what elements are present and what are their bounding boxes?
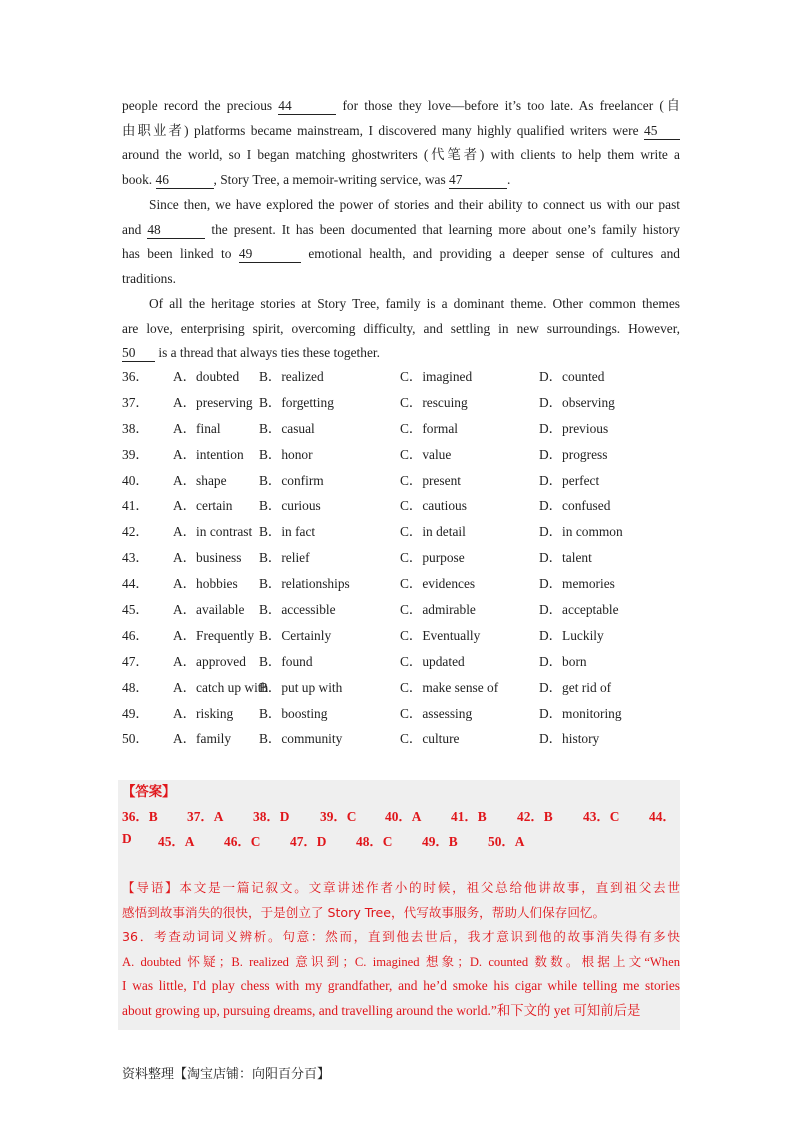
question-number: 37．	[122, 394, 149, 410]
text-span: .	[507, 171, 511, 187]
option-c: C．imagined	[400, 369, 473, 384]
passage-line: are love, enterprising spirit, overcoming difficulty, and settling in new surroundings. However,	[122, 320, 680, 336]
page-footer: 资料整理【淘宝店铺：向阳百分百】	[122, 1067, 331, 1082]
option-b: B．put up with	[259, 679, 343, 695]
option-a: A．certain	[173, 498, 233, 514]
explanation-line: 感悟到故事消失的很快，于是创立了 Story Tree，代写故事服务，帮助人们保存回忆。	[122, 904, 606, 920]
option-a: A．available	[173, 602, 245, 618]
option-d: D．progress	[539, 446, 608, 462]
passage-line: Of all the heritage stories at Story Tree, family is a dominant theme. Other common themes	[149, 296, 680, 311]
question-number: 48．	[122, 679, 149, 695]
question-number: 38．	[122, 420, 149, 436]
option-a: A．risking	[173, 705, 234, 721]
question-number: 39．	[122, 446, 149, 462]
option-b: B．forgetting	[259, 394, 334, 410]
option-b: B．accessible	[259, 602, 336, 618]
option-a: A．hobbies	[173, 576, 238, 592]
text-span: , Story Tree, a memoir-writing service, was	[213, 171, 446, 187]
passage-line	[122, 218, 680, 243]
option-d: D．born	[539, 653, 587, 669]
option-c: C．Eventually	[400, 627, 481, 643]
option-d: D．history	[539, 731, 600, 747]
answer-title: 【答案】	[122, 785, 176, 800]
answer-item: 50．A	[488, 834, 525, 849]
option-row	[122, 366, 682, 392]
answer-item: 47．D	[290, 834, 327, 849]
passage-line: traditions.	[122, 270, 176, 286]
option-row	[122, 547, 682, 573]
option-b: B．found	[259, 653, 313, 669]
question-number: 47．	[122, 653, 149, 669]
option-c: C．present	[400, 472, 461, 488]
passage-line	[122, 242, 680, 267]
option-b: B．curious	[259, 498, 321, 514]
option-a: A．doubted	[173, 369, 240, 384]
text-span: and	[122, 221, 142, 237]
explanation-line: I was little, I'd play chess with my grandfather, and he’d smoke his cigar while telling me stories	[122, 978, 680, 994]
option-a: A．business	[173, 550, 242, 566]
option-row	[122, 470, 682, 496]
option-b: B．confirm	[259, 472, 324, 488]
option-d: D．talent	[539, 550, 592, 566]
passage-paragraph-3	[122, 292, 680, 366]
answer-item: 41．B	[451, 809, 487, 824]
option-d: D．perfect	[539, 472, 600, 488]
option-d: D．get rid of	[539, 679, 612, 695]
option-b: B．honor	[259, 446, 313, 462]
answer-explanation	[122, 876, 680, 1024]
blank-45: 45	[644, 122, 680, 140]
answer-item: 40．A	[385, 809, 422, 824]
option-b: B．in fact	[259, 524, 316, 540]
option-c: C．rescuing	[400, 394, 468, 410]
blank-47: 47	[449, 171, 507, 189]
option-c: C．value	[400, 446, 452, 462]
question-number: 41．	[122, 498, 149, 514]
option-d: D．previous	[539, 420, 609, 436]
option-c: C．formal	[400, 420, 459, 436]
blank-44: 44	[278, 97, 336, 115]
option-row	[122, 703, 682, 729]
text-span: book.	[122, 171, 153, 187]
option-c: C．in detail	[400, 524, 466, 540]
question-number: 49．	[122, 705, 149, 721]
blank-49: 49	[239, 245, 301, 263]
option-d: D．observing	[539, 394, 615, 410]
option-b: B．relationships	[259, 576, 350, 592]
text-span: 由职业者) platforms became mainstream, I discovered many highly qualified writers were	[122, 122, 639, 138]
option-c: C．make sense of	[400, 679, 499, 695]
option-b: B．Certainly	[259, 627, 332, 643]
option-b: B．boosting	[259, 705, 328, 721]
question-number: 50．	[122, 731, 149, 747]
option-row	[122, 521, 682, 547]
option-b: B．community	[259, 731, 343, 747]
option-d: D．in common	[539, 524, 623, 540]
question-number: 45．	[122, 602, 149, 618]
answer-item: 43．C	[583, 809, 620, 824]
option-a: A．in contrast	[173, 524, 253, 540]
passage-line	[122, 341, 680, 366]
option-a: A．Frequently	[173, 627, 255, 643]
question-number: 40．	[122, 472, 149, 488]
option-d: D．monitoring	[539, 705, 622, 721]
text-span: the present. It has been documented that learning more about one’s family history	[211, 221, 680, 237]
option-b: B．realized	[259, 369, 324, 384]
text-span: is a thread that always ties these together.	[158, 345, 380, 361]
passage-line: around the world, so I began matching ghostwriters (代笔者) with clients to help them write a	[122, 147, 680, 163]
question-number: 36．	[122, 369, 149, 384]
passage-line	[122, 119, 680, 144]
passage-line	[122, 168, 680, 193]
answer-item: D	[122, 831, 132, 846]
blank-50: 50	[122, 344, 155, 362]
option-row	[122, 444, 682, 470]
passage-paragraph-1	[122, 94, 680, 192]
option-d: D．Luckily	[539, 627, 604, 643]
option-d: D．confused	[539, 498, 611, 514]
explanation-line: about growing up, pursuing dreams, and travelling around the world.”和下文的 yet 可知前后是	[122, 1002, 641, 1018]
option-a: A．intention	[173, 446, 244, 462]
option-row	[122, 495, 682, 521]
question-number: 43．	[122, 550, 149, 566]
option-c: C．cautious	[400, 498, 467, 514]
explanation-line: 【导语】本文是一篇记叙文。文章讲述作者小的时候，祖父总给他讲故事，直到祖父去世	[122, 880, 680, 895]
option-row	[122, 392, 682, 418]
text-span: for those they love—before it’s too late. As freelancer (自	[342, 98, 680, 113]
option-row	[122, 651, 682, 677]
option-d: D．memories	[539, 576, 615, 592]
option-c: C．evidences	[400, 576, 476, 592]
option-c: C．culture	[400, 731, 460, 747]
option-row	[122, 728, 682, 754]
options-list	[122, 366, 682, 754]
option-row	[122, 599, 682, 625]
passage-paragraph-2	[122, 193, 680, 291]
answer-row-1	[122, 806, 680, 826]
option-row	[122, 573, 682, 599]
option-a: A．final	[173, 420, 221, 436]
option-c: C．updated	[400, 653, 465, 669]
answer-item: 37．A	[187, 809, 224, 824]
answer-item: 44．	[649, 809, 676, 824]
text-span: has been linked to	[122, 246, 232, 262]
answer-item: 42．B	[517, 809, 553, 824]
answer-item: 49．B	[422, 834, 458, 849]
passage-line: Since then, we have explored the power of stories and their ability to connect us with our past	[149, 197, 680, 212]
question-number: 44．	[122, 576, 149, 592]
option-a: A．catch up with	[173, 679, 269, 695]
option-c: C．admirable	[400, 602, 476, 618]
option-b: B．relief	[259, 550, 310, 566]
blank-46: 46	[156, 171, 214, 189]
option-d: D．acceptable	[539, 602, 619, 618]
question-number: 46．	[122, 627, 149, 643]
text-span: people record the precious	[122, 98, 273, 113]
option-row	[122, 625, 682, 651]
passage-line	[122, 94, 680, 119]
explanation-line: 36．考查动词词义辨析。句意：然而，直到他去世后，我才意识到他的故事消失得有多快	[122, 929, 680, 945]
explanation-line: A. doubted 怀疑；B. realized 意识到；C. imagined 想象；D. counted 数数。根据上文“When	[122, 954, 680, 969]
option-c: C．purpose	[400, 550, 465, 566]
option-d: D．counted	[539, 369, 605, 384]
option-c: C．assessing	[400, 705, 473, 721]
answer-item: 38．D	[253, 809, 290, 824]
option-row	[122, 418, 682, 444]
option-a: A．family	[173, 731, 232, 747]
answer-item: 36．B	[122, 809, 158, 824]
option-a: A．preserving	[173, 394, 253, 410]
blank-48: 48	[147, 221, 205, 239]
answer-item: 39．C	[320, 809, 357, 824]
answer-row-2	[122, 831, 680, 851]
option-b: B．casual	[259, 420, 315, 436]
text-span: emotional health, and providing a deeper sense of cultures and	[308, 246, 681, 262]
answer-item: 46．C	[224, 834, 261, 849]
option-row	[122, 677, 682, 703]
option-a: A．shape	[173, 472, 227, 488]
answer-item: 48．C	[356, 834, 393, 849]
answer-item: 45．A	[158, 834, 195, 849]
option-a: A．approved	[173, 653, 246, 669]
question-number: 42．	[122, 524, 149, 540]
